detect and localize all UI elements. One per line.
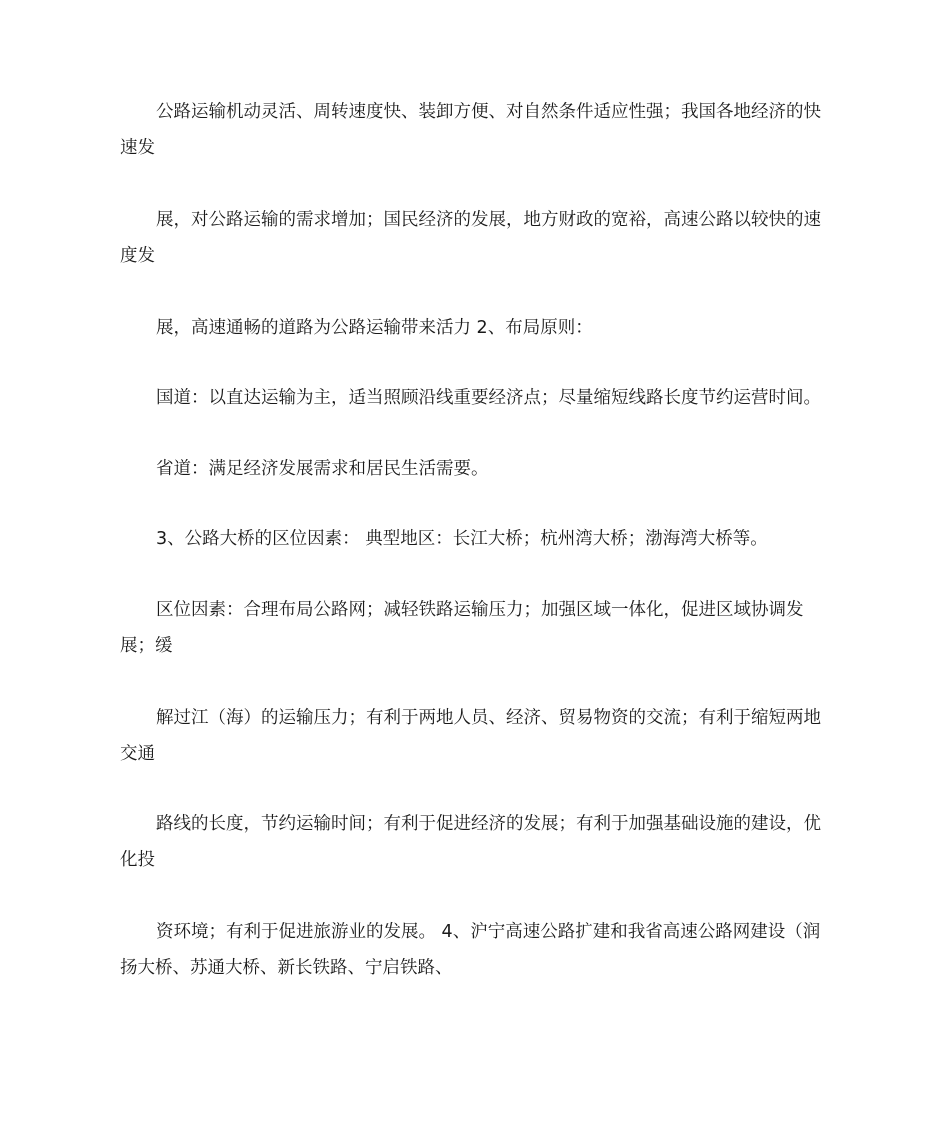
paragraph-9: 路线的长度，节约运输时间；有利于促进经济的发展；有利于加强基础设施的建设，优化投 [120, 814, 821, 870]
paragraph-6: 3、公路大桥的区位因素： 典型地区：长江大桥；杭州湾大桥；渤海湾大桥等。 [156, 529, 768, 549]
paragraph-10: 资环境；有利于促进旅游业的发展。 4、沪宁高速公路扩建和我省高速公路网建设（润扬大桥、苏通大桥、新长铁路、宁启铁路、 [120, 922, 821, 978]
paragraph-5: 省道：满足经济发展需求和居民生活需要。 [156, 459, 489, 479]
paragraph-4: 国道：以直达运输为主，适当照顾沿线重要经济点；尽量缩短线路长度节约运营时间。 [156, 388, 821, 408]
paragraph-2: 展，对公路运输的需求增加；国民经济的发展，地方财政的宽裕，高速公路以较快的速度发 [120, 210, 821, 266]
paragraph-3: 展，高速通畅的道路为公路运输带来活力 2、布局原则： [156, 318, 593, 338]
paragraph-7: 区位因素：合理布局公路网；减轻铁路运输压力；加强区域一体化，促进区域协调发展；缓 [120, 600, 804, 656]
paragraph-1: 公路运输机动灵活、周转速度快、装卸方便、对自然条件适应性强；我国各地经济的快速发 [120, 102, 821, 158]
paragraph-8: 解过江（海）的运输压力；有利于两地人员、经济、贸易物资的交流；有利于缩短两地交通 [120, 708, 821, 764]
